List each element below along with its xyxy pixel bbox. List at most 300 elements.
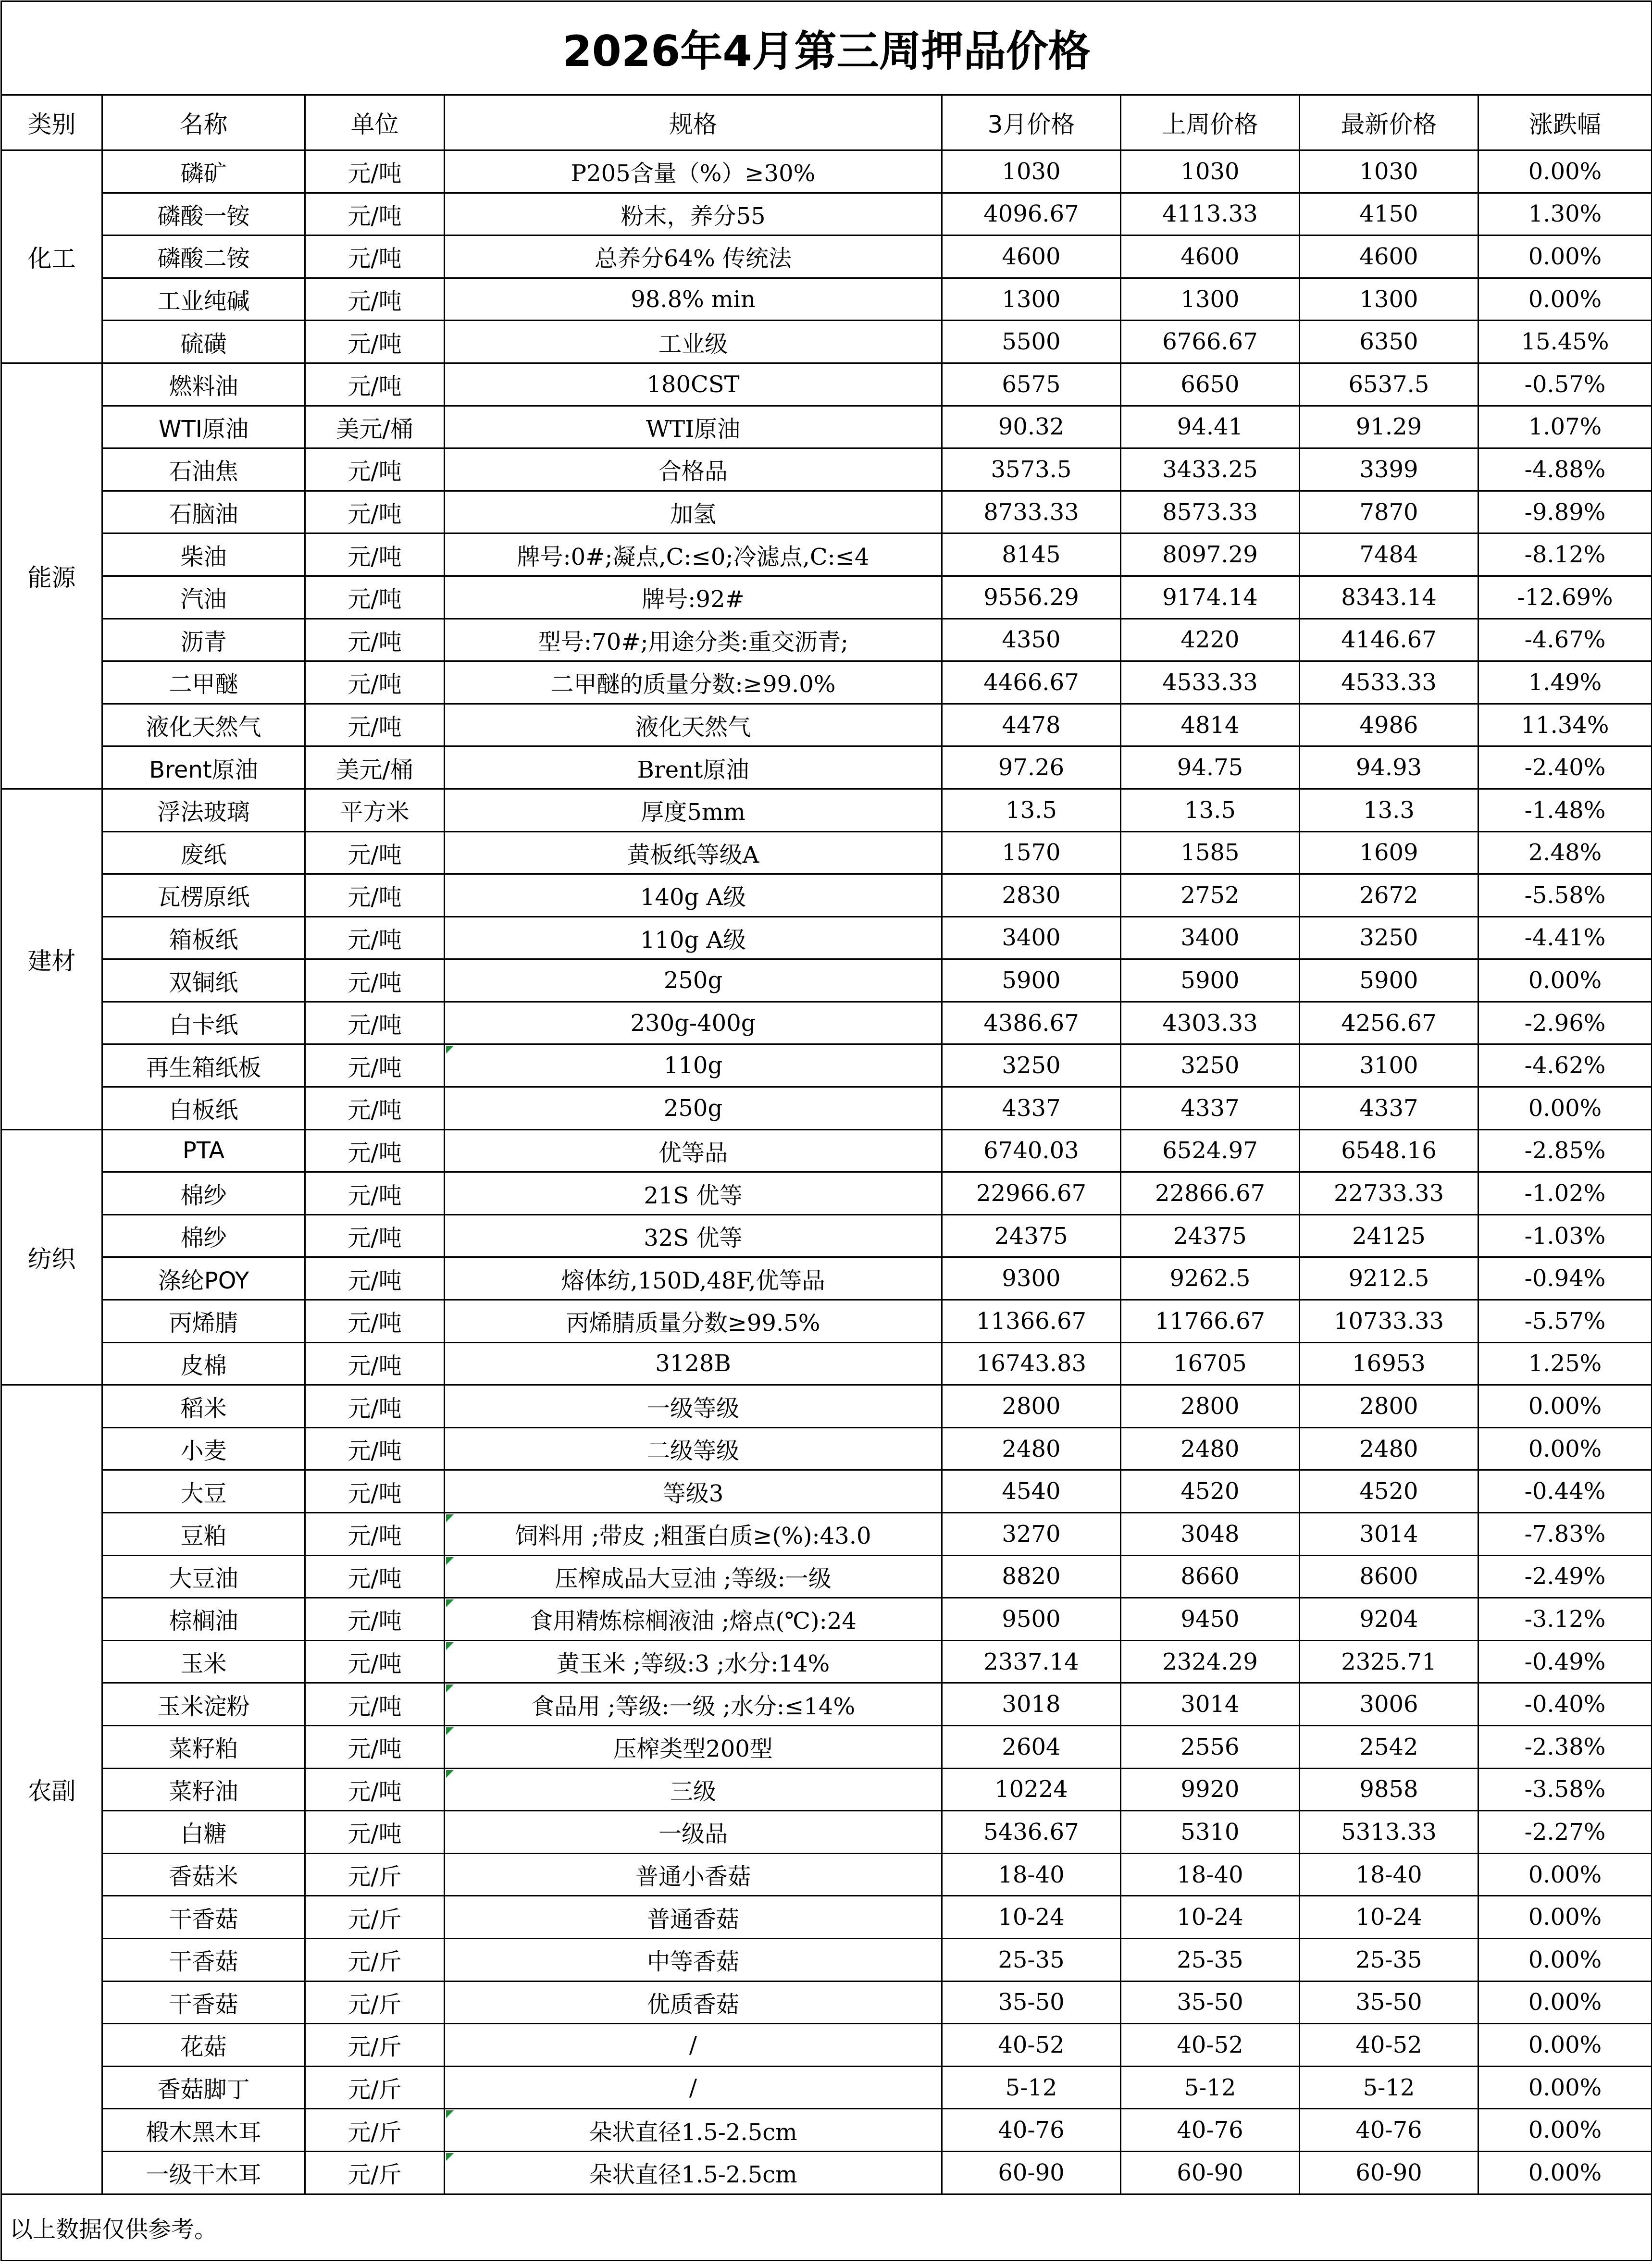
- price-last-week: [1121, 1811, 1300, 1854]
- item-name: [102, 1002, 305, 1044]
- price-march: [942, 1683, 1121, 1726]
- table-row: [1, 1342, 1652, 1385]
- price-latest-text: 25-35: [1355, 1946, 1422, 1973]
- item-unit-text: 元/吨: [348, 245, 402, 273]
- price-last-week: [1121, 619, 1300, 661]
- item-name-text: 石脑油: [169, 501, 238, 528]
- table-row: [1, 1598, 1652, 1641]
- item-unit: [305, 321, 445, 363]
- item-unit-text: 元/吨: [348, 1225, 402, 1252]
- price-march: [942, 1044, 1121, 1087]
- price-last-week: [1121, 1172, 1300, 1215]
- price-last-week: [1121, 533, 1300, 576]
- price-latest: [1300, 1640, 1478, 1683]
- item-name: [102, 2109, 305, 2152]
- item-unit: [305, 1129, 445, 1172]
- item-name: [102, 1981, 305, 2024]
- price-march-text: 9500: [1002, 1605, 1061, 1633]
- price-last-week-text: 13.5: [1184, 796, 1236, 824]
- price-latest-text: 1300: [1359, 285, 1418, 313]
- price-change: [1478, 1513, 1652, 1556]
- price-march: [942, 2066, 1121, 2109]
- price-march-text: 11366.67: [976, 1307, 1087, 1335]
- price-latest: [1300, 1811, 1478, 1854]
- item-unit: [305, 1981, 445, 2024]
- price-change: [1478, 150, 1652, 193]
- price-march-text: 4466.67: [983, 669, 1079, 696]
- item-name-text: 双铜纸: [169, 969, 238, 996]
- table-row: [1, 2151, 1652, 2194]
- item-spec-text: 等级3: [662, 1480, 724, 1507]
- category-cell: 能源: [1, 363, 102, 789]
- price-latest-text: 16953: [1352, 1350, 1426, 1377]
- price-change: [1478, 959, 1652, 1002]
- item-unit-text: 元/吨: [348, 1821, 402, 1848]
- price-march: [942, 1555, 1121, 1598]
- price-latest-text: 1030: [1359, 158, 1418, 185]
- price-change: [1478, 363, 1652, 406]
- item-name: [102, 704, 305, 746]
- item-name-text: 柴油: [180, 543, 227, 570]
- price-last-week: [1121, 406, 1300, 448]
- price-march-text: 4478: [1002, 711, 1061, 739]
- item-spec-text: 21S 优等: [644, 1182, 743, 1209]
- item-spec-text: 合格品: [658, 458, 728, 485]
- item-unit-text: 元/斤: [348, 1906, 402, 1933]
- item-spec-text: 黄板纸等级A: [627, 841, 759, 868]
- item-unit: [305, 2066, 445, 2109]
- table-row: [1, 661, 1652, 704]
- item-name: [102, 491, 305, 533]
- item-unit-text: 元/吨: [348, 202, 402, 230]
- price-last-week-text: 1300: [1180, 285, 1240, 313]
- item-spec: [445, 363, 942, 406]
- item-unit: [305, 1598, 445, 1641]
- item-unit: [305, 1640, 445, 1683]
- table-row: [1, 1470, 1652, 1513]
- item-unit: [305, 1300, 445, 1343]
- price-last-week: [1121, 448, 1300, 491]
- price-last-week: [1121, 321, 1300, 363]
- item-spec: [445, 1427, 942, 1470]
- price-latest-text: 5-12: [1363, 2074, 1415, 2101]
- price-march: [942, 235, 1121, 278]
- item-spec: [445, 1896, 942, 1939]
- price-latest: [1300, 1938, 1478, 1981]
- item-unit: [305, 406, 445, 448]
- price-march: [942, 491, 1121, 533]
- table-row: [1, 150, 1652, 193]
- price-last-week: [1121, 193, 1300, 235]
- price-latest-text: 3399: [1359, 456, 1418, 483]
- item-spec-text: 230g-400g: [630, 1009, 756, 1037]
- item-spec-text: 中等香菇: [646, 1948, 739, 1976]
- price-march-text: 10224: [994, 1776, 1068, 1803]
- item-spec-text: 工业级: [658, 330, 728, 358]
- price-change-text: -4.67%: [1524, 626, 1606, 654]
- item-name: [102, 874, 305, 917]
- price-march: [942, 789, 1121, 831]
- price-last-week-text: 5-12: [1184, 2074, 1236, 2101]
- item-name-text: 白糖: [180, 1821, 227, 1848]
- item-unit: [305, 576, 445, 619]
- item-unit-text: 元/斤: [348, 2076, 402, 2104]
- item-spec-text: 总养分64% 传统法: [595, 245, 792, 273]
- price-change-text: -2.85%: [1524, 1137, 1606, 1164]
- price-latest: [1300, 406, 1478, 448]
- price-march-text: 5-12: [1005, 2074, 1057, 2101]
- item-unit-text: 元/吨: [348, 160, 402, 187]
- price-march-text: 4096.67: [983, 200, 1079, 228]
- price-latest-text: 3250: [1359, 924, 1418, 952]
- price-change: [1478, 704, 1652, 746]
- price-latest: [1300, 1342, 1478, 1385]
- item-unit-text: 元/斤: [348, 2118, 402, 2146]
- table-row: [1, 1853, 1652, 1896]
- item-name: [102, 661, 305, 704]
- header-name: 名称: [102, 95, 305, 150]
- item-spec-text: 液化天然气: [635, 714, 751, 741]
- table-row: [1, 1513, 1652, 1556]
- item-unit-text: 元/吨: [348, 1735, 402, 1763]
- item-spec-text: 110g: [663, 1052, 723, 1079]
- item-spec: [445, 917, 942, 959]
- price-march: [942, 2109, 1121, 2152]
- price-change: [1478, 1640, 1652, 1683]
- item-name: [102, 1214, 305, 1257]
- item-unit: [305, 1938, 445, 1981]
- table-row: [1, 1555, 1652, 1598]
- price-latest-text: 40-52: [1355, 2031, 1422, 2058]
- price-change: [1478, 193, 1652, 235]
- item-name: [102, 789, 305, 831]
- item-name: [102, 2024, 305, 2067]
- price-latest: [1300, 1598, 1478, 1641]
- item-name-text: 硫磺: [180, 330, 227, 358]
- table-row: [1, 1981, 1652, 2024]
- item-name-text: 磷酸二铵: [157, 245, 250, 273]
- item-unit: [305, 150, 445, 193]
- item-name: [102, 831, 305, 874]
- table-row: [1, 278, 1652, 321]
- price-latest-text: 2672: [1359, 881, 1418, 909]
- price-change: [1478, 1811, 1652, 1854]
- price-latest: [1300, 1683, 1478, 1726]
- price-latest-text: 4150: [1359, 200, 1418, 228]
- price-change-text: -2.38%: [1524, 1733, 1606, 1760]
- item-spec: [445, 1725, 942, 1768]
- price-march: [942, 959, 1121, 1002]
- item-name-text: 液化天然气: [146, 714, 261, 741]
- price-last-week-text: 22866.67: [1155, 1180, 1266, 1207]
- price-last-week: [1121, 1214, 1300, 1257]
- price-latest: [1300, 789, 1478, 831]
- price-change: [1478, 1598, 1652, 1641]
- price-last-week: [1121, 1555, 1300, 1598]
- item-spec: [445, 619, 942, 661]
- price-latest: [1300, 746, 1478, 789]
- item-name-text: PTA: [182, 1137, 225, 1164]
- item-unit-text: 美元/桶: [336, 756, 413, 783]
- price-latest-text: 22733.33: [1333, 1180, 1444, 1207]
- price-change-text: -12.69%: [1517, 583, 1613, 611]
- item-spec: [445, 831, 942, 874]
- item-unit: [305, 1683, 445, 1726]
- price-last-week-text: 8573.33: [1162, 498, 1258, 526]
- item-name-text: 沥青: [180, 628, 227, 656]
- price-change-text: 0.00%: [1528, 1989, 1602, 2016]
- price-change-text: 1.25%: [1528, 1350, 1602, 1377]
- table-row: [1, 1214, 1652, 1257]
- price-change-text: -8.12%: [1524, 541, 1606, 569]
- item-name-text: 白卡纸: [169, 1012, 238, 1039]
- item-name-text: 菜籽油: [169, 1778, 238, 1805]
- table-row: [1, 789, 1652, 831]
- item-name-text: 工业纯碱: [157, 288, 250, 315]
- item-spec-text: 食用精炼棕榈液油 ;熔点(℃):24: [530, 1608, 857, 1635]
- price-latest: [1300, 278, 1478, 321]
- price-change-text: -0.49%: [1524, 1648, 1606, 1675]
- price-latest-text: 10733.33: [1333, 1307, 1444, 1335]
- item-spec: [445, 1640, 942, 1683]
- item-spec: [445, 1811, 942, 1854]
- price-last-week: [1121, 1683, 1300, 1726]
- price-change-text: -7.83%: [1524, 1520, 1606, 1548]
- price-last-week-text: 2556: [1180, 1733, 1240, 1760]
- item-name-text: 磷矿: [180, 160, 227, 187]
- item-name-text: 涤纶POY: [158, 1267, 249, 1294]
- item-spec-text: 三级: [670, 1778, 716, 1805]
- item-name-text: 石油焦: [169, 458, 238, 485]
- price-change-text: 1.30%: [1528, 200, 1602, 228]
- price-change: [1478, 533, 1652, 576]
- cell-comment-marker-icon: [446, 1685, 454, 1692]
- price-latest-text: 13.3: [1363, 796, 1415, 824]
- price-change: [1478, 1555, 1652, 1598]
- item-unit-text: 元/吨: [348, 373, 402, 400]
- price-latest-text: 35-50: [1355, 1989, 1422, 2016]
- price-change: [1478, 278, 1652, 321]
- price-last-week: [1121, 1725, 1300, 1768]
- table-row: [1, 1725, 1652, 1768]
- price-march: [942, 363, 1121, 406]
- item-name: [102, 1470, 305, 1513]
- table-row: [1, 1002, 1652, 1044]
- price-march: [942, 917, 1121, 959]
- item-name: [102, 321, 305, 363]
- price-latest: [1300, 959, 1478, 1002]
- price-last-week: [1121, 1300, 1300, 1343]
- item-unit-text: 元/吨: [348, 1182, 402, 1209]
- item-unit-text: 元/吨: [348, 841, 402, 868]
- item-unit-text: 元/吨: [348, 1523, 402, 1550]
- item-name: [102, 619, 305, 661]
- item-spec: [445, 874, 942, 917]
- price-march-text: 4600: [1002, 243, 1061, 270]
- item-spec-text: 一级等级: [646, 1395, 739, 1422]
- price-latest-text: 6350: [1359, 328, 1418, 356]
- item-name: [102, 1513, 305, 1556]
- price-march: [942, 1087, 1121, 1130]
- price-last-week-text: 8097.29: [1162, 541, 1258, 569]
- price-latest: [1300, 1896, 1478, 1939]
- price-last-week: [1121, 917, 1300, 959]
- price-change: [1478, 2024, 1652, 2067]
- price-march: [942, 1981, 1121, 2024]
- price-change-text: 0.00%: [1528, 2031, 1602, 2058]
- price-last-week: [1121, 959, 1300, 1002]
- price-change-text: 0.00%: [1528, 1393, 1602, 1420]
- item-spec-text: 180CST: [646, 371, 740, 398]
- price-last-week-text: 1585: [1180, 839, 1240, 867]
- price-change-text: 0.00%: [1528, 2117, 1602, 2144]
- table-row: [1, 363, 1652, 406]
- item-name: [102, 448, 305, 491]
- item-unit-text: 元/斤: [348, 2033, 402, 2061]
- price-march: [942, 831, 1121, 874]
- price-march-text: 10-24: [998, 1904, 1065, 1931]
- item-spec: [445, 1257, 942, 1300]
- item-name: [102, 1725, 305, 1768]
- table-row: [1, 2109, 1652, 2152]
- price-latest-text: 4520: [1359, 1478, 1418, 1505]
- price-march-text: 18-40: [998, 1861, 1065, 1888]
- price-last-week: [1121, 789, 1300, 831]
- price-march-text: 2337.14: [983, 1648, 1079, 1675]
- price-march: [942, 1640, 1121, 1683]
- item-spec-text: 厚度5mm: [641, 799, 745, 826]
- table-row: [1, 2066, 1652, 2109]
- item-spec-text: 食品用 ;等级:一级 ;水分:≤14%: [531, 1693, 856, 1720]
- table-row: [1, 1938, 1652, 1981]
- item-unit-text: 元/吨: [348, 1480, 402, 1507]
- price-last-week-text: 16705: [1173, 1350, 1247, 1377]
- cell-comment-marker-icon: [446, 1514, 454, 1522]
- price-march-text: 2480: [1002, 1435, 1061, 1462]
- item-name: [102, 1938, 305, 1981]
- price-latest: [1300, 661, 1478, 704]
- price-change-text: -9.89%: [1524, 498, 1606, 526]
- price-march-text: 2830: [1002, 881, 1061, 909]
- price-change: [1478, 1896, 1652, 1939]
- price-last-week-text: 40-52: [1177, 2031, 1243, 2058]
- item-spec: [445, 1129, 942, 1172]
- item-spec: [445, 1044, 942, 1087]
- cell-comment-marker-icon: [446, 2110, 454, 2118]
- item-name-text: 稻米: [180, 1395, 227, 1422]
- price-march: [942, 406, 1121, 448]
- price-change-text: -2.40%: [1524, 754, 1606, 781]
- price-change: [1478, 619, 1652, 661]
- price-march-text: 5900: [1002, 967, 1061, 994]
- price-march-text: 60-90: [998, 2159, 1065, 2186]
- price-last-week-text: 2324.29: [1162, 1648, 1258, 1675]
- price-change: [1478, 576, 1652, 619]
- price-last-week-text: 8660: [1180, 1563, 1240, 1590]
- item-unit-text: 元/吨: [348, 884, 402, 911]
- item-spec-text: 压榨成品大豆油 ;等级:一级: [555, 1565, 832, 1592]
- price-last-week: [1121, 1087, 1300, 1130]
- item-unit: [305, 746, 445, 789]
- price-change-text: 0.00%: [1528, 1094, 1602, 1122]
- item-spec-text: P205含量（%）≥30%: [571, 160, 816, 187]
- item-name: [102, 1172, 305, 1215]
- price-march-text: 3250: [1002, 1052, 1061, 1079]
- item-spec-text: 丙烯腈质量分数≥99.5%: [566, 1310, 820, 1337]
- item-spec-text: 型号:70#;用途分类:重交沥青;: [538, 628, 848, 656]
- price-latest-text: 4146.67: [1341, 626, 1437, 654]
- item-unit-text: 元/吨: [348, 714, 402, 741]
- item-unit-text: 元/吨: [348, 1012, 402, 1039]
- price-last-week-text: 4220: [1180, 626, 1240, 654]
- price-latest: [1300, 874, 1478, 917]
- price-latest-text: 3100: [1359, 1052, 1418, 1079]
- price-last-week-text: 4600: [1180, 243, 1240, 270]
- item-unit-text: 元/吨: [348, 628, 402, 656]
- price-change-text: -0.94%: [1524, 1265, 1606, 1292]
- price-change: [1478, 2109, 1652, 2152]
- price-change: [1478, 1853, 1652, 1896]
- item-unit-text: 元/吨: [348, 1778, 402, 1805]
- price-latest: [1300, 1257, 1478, 1300]
- price-last-week-text: 18-40: [1177, 1861, 1243, 1888]
- item-spec-text: 二甲醚的质量分数:≥99.0%: [550, 671, 836, 698]
- item-unit-text: 元/斤: [348, 2161, 402, 2189]
- item-name: [102, 576, 305, 619]
- item-unit: [305, 1853, 445, 1896]
- item-unit: [305, 1044, 445, 1087]
- item-spec-text: WTI原油: [646, 415, 741, 443]
- price-change-text: -0.40%: [1524, 1691, 1606, 1718]
- cell-comment-marker-icon: [446, 1727, 454, 1735]
- price-change: [1478, 1981, 1652, 2024]
- price-last-week-text: 4303.33: [1162, 1009, 1258, 1037]
- item-spec-text: 优等品: [658, 1139, 728, 1166]
- item-unit-text: 元/吨: [348, 969, 402, 996]
- item-unit-text: 元/吨: [348, 586, 402, 613]
- price-change: [1478, 1470, 1652, 1513]
- price-march-text: 8145: [1002, 541, 1061, 569]
- item-name-text: 大豆: [180, 1480, 227, 1507]
- item-name-text: 棉纱: [180, 1182, 227, 1209]
- price-march-text: 13.5: [1006, 796, 1057, 824]
- item-spec: [445, 235, 942, 278]
- price-change: [1478, 1385, 1652, 1428]
- price-change-text: -1.48%: [1524, 796, 1606, 824]
- item-name-text: 香菇脚丁: [157, 2076, 250, 2104]
- footnote: 以上数据仅供参考。: [1, 2194, 1652, 2260]
- item-unit-text: 元/吨: [348, 1352, 402, 1379]
- item-unit-text: 元/吨: [348, 330, 402, 358]
- item-spec: [445, 278, 942, 321]
- price-last-week-text: 9450: [1180, 1605, 1240, 1633]
- price-latest: [1300, 1044, 1478, 1087]
- category-cell: 农副: [1, 1385, 102, 2194]
- price-march: [942, 1214, 1121, 1257]
- item-unit: [305, 2024, 445, 2067]
- price-change-text: -2.27%: [1524, 1818, 1606, 1846]
- price-last-week: [1121, 491, 1300, 533]
- price-last-week: [1121, 874, 1300, 917]
- price-latest-text: 9212.5: [1348, 1265, 1429, 1292]
- price-last-week: [1121, 1938, 1300, 1981]
- price-latest: [1300, 2066, 1478, 2109]
- price-march-text: 22966.67: [976, 1180, 1087, 1207]
- price-change-text: -0.44%: [1524, 1478, 1606, 1505]
- table-row: [1, 1044, 1652, 1087]
- price-latest: [1300, 1768, 1478, 1811]
- item-unit: [305, 661, 445, 704]
